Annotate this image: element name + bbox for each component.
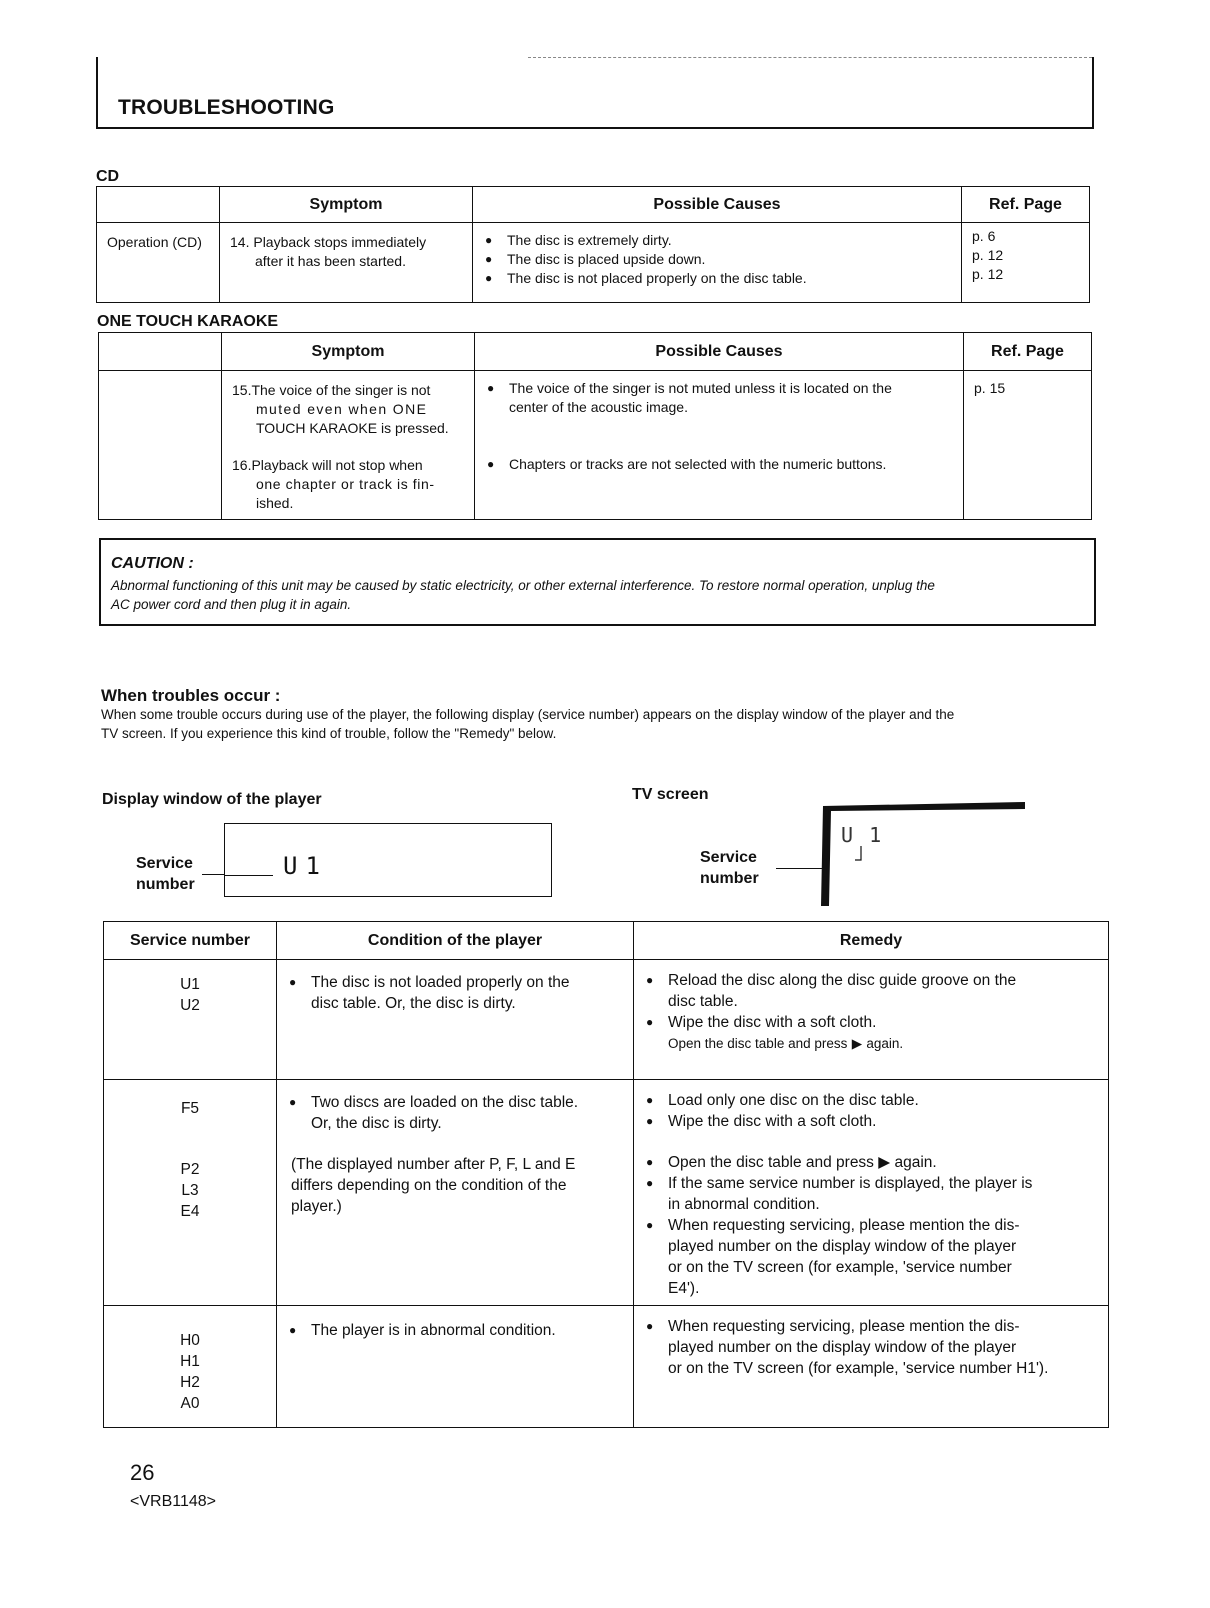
service-number: E4 bbox=[180, 1203, 200, 1220]
cd-cause: ● The disc is extremely dirty. bbox=[483, 231, 953, 250]
remedy-f-4-line1: If the same service number is displayed, the player is bbox=[668, 1175, 1033, 1192]
leader-line bbox=[202, 874, 224, 875]
karaoke-symptom-15-line3: TOUCH KARAOKE is pressed. bbox=[256, 420, 449, 436]
service-header-condition: Condition of the player bbox=[277, 922, 634, 960]
cd-cause: ● The disc is placed upside down. bbox=[483, 250, 953, 269]
service-table bbox=[103, 921, 1109, 1428]
leader-line bbox=[225, 875, 273, 876]
service-header-number: Service number bbox=[104, 922, 277, 960]
service-number: H2 bbox=[180, 1374, 200, 1391]
condition-u-line2: disc table. Or, the disc is dirty. bbox=[311, 995, 516, 1012]
when-troubles-text bbox=[101, 705, 1101, 743]
service-number: F5 bbox=[180, 1100, 200, 1117]
service-label-line1: Service bbox=[136, 855, 193, 872]
remedy-f-4-line2: in abnormal condition. bbox=[668, 1196, 820, 1213]
cd-header-ref: Ref. Page bbox=[962, 187, 1090, 223]
karaoke-cause-16: ● Chapters or tracks are not selected with the numeric buttons. bbox=[485, 455, 955, 474]
remedy-f-5-line1: When requesting servicing, please mention the dis- bbox=[668, 1217, 1020, 1234]
karaoke-symptom-16-line2: one chapter or track is fin- bbox=[256, 476, 435, 492]
karaoke-header-symptom: Symptom bbox=[222, 333, 475, 371]
service-number: L3 bbox=[181, 1182, 199, 1199]
cd-section-label: CD bbox=[96, 168, 120, 185]
service-label-line2: number bbox=[700, 870, 759, 887]
cd-ref: p. 12 bbox=[972, 266, 1004, 282]
condition-u-line1: The disc is not loaded properly on the bbox=[311, 974, 570, 991]
condition-note-line1: (The displayed number after P, F, L and E bbox=[291, 1156, 576, 1173]
remedy-u-2-line2a: Open the disc table and press bbox=[668, 1036, 848, 1051]
remedy-f-2: ● Wipe the disc with a soft cloth. bbox=[644, 1111, 1100, 1132]
cd-ref: p. 12 bbox=[972, 247, 1004, 263]
remedy-h-line2: played number on the display window of the player bbox=[668, 1339, 1017, 1356]
service-label-line2: number bbox=[136, 876, 195, 893]
caution-text-line2: AC power cord and then plug it in again. bbox=[111, 597, 352, 612]
condition-note-line2: differs depending on the condition of the bbox=[291, 1177, 567, 1194]
table-row bbox=[104, 960, 1109, 1080]
when-troubles-line2: TV screen. If you experience this kind of trouble, follow the "Remedy" below. bbox=[101, 726, 557, 741]
remedy-f-5-line2: played number on the display window of the player bbox=[668, 1238, 1017, 1255]
caution-text-line1: Abnormal functioning of this unit may be caused by static electricity, or other external interference. To restore normal operation, unplug the bbox=[111, 578, 935, 593]
play-icon: ▶ bbox=[878, 1154, 891, 1171]
remedy-f-3b: again. bbox=[894, 1154, 937, 1171]
cd-ref: p. 6 bbox=[972, 228, 996, 244]
remedy-f-1: ● Load only one disc on the disc table. bbox=[644, 1090, 1100, 1111]
condition-f-line1: Two discs are loaded on the disc table. bbox=[311, 1094, 579, 1111]
caution-box bbox=[99, 538, 1096, 626]
remedy-u-2-line2b: again. bbox=[866, 1036, 904, 1051]
play-icon: ▶ bbox=[851, 1036, 863, 1051]
condition-note-line3: player.) bbox=[291, 1198, 342, 1215]
service-header-remedy: Remedy bbox=[634, 922, 1109, 960]
karaoke-header-category bbox=[99, 333, 222, 371]
karaoke-section-label: ONE TOUCH KARAOKE bbox=[97, 313, 279, 330]
remedy-f-5-line3: or on the TV screen (for example, 'service number bbox=[668, 1259, 1012, 1276]
service-number: H0 bbox=[180, 1332, 200, 1349]
when-troubles-title: When troubles occur : bbox=[101, 686, 281, 705]
service-number: A0 bbox=[180, 1395, 200, 1412]
karaoke-cause-15-line2: center of the acoustic image. bbox=[509, 399, 688, 415]
table-row bbox=[99, 371, 1092, 520]
service-number: H1 bbox=[180, 1353, 200, 1370]
karaoke-symptom-16-line1: 16.Playback will not stop when bbox=[232, 457, 423, 473]
tv-screen-label: TV screen bbox=[632, 786, 709, 803]
cd-symptom-line1: Playback stops immediately bbox=[253, 234, 427, 250]
tv-screen-corner bbox=[815, 798, 1035, 908]
when-troubles-line1: When some trouble occurs during use of the player, the following display (service number) appears on the display window of the player and the bbox=[101, 707, 955, 722]
tv-service-label bbox=[700, 847, 759, 889]
karaoke-table bbox=[98, 332, 1092, 520]
remedy-h-line3: or on the TV screen (for example, 'service number H1'). bbox=[668, 1360, 1049, 1377]
karaoke-ref: p. 15 bbox=[974, 380, 1006, 396]
cd-category: Operation (CD) bbox=[107, 234, 202, 250]
display-service-label bbox=[136, 853, 195, 895]
service-number: U1 bbox=[180, 976, 200, 993]
service-number: P2 bbox=[180, 1161, 200, 1178]
display-window-label: Display window of the player bbox=[102, 791, 322, 808]
table-row bbox=[104, 1306, 1109, 1428]
karaoke-header-causes: Possible Causes bbox=[475, 333, 964, 371]
page-number: 26 bbox=[130, 1460, 155, 1485]
document-code: <VRB1148> bbox=[130, 1493, 216, 1510]
cd-symptom-line2: after it has been started. bbox=[255, 253, 406, 269]
caution-title: CAUTION : bbox=[111, 555, 194, 572]
cd-header-causes: Possible Causes bbox=[473, 187, 962, 223]
service-number: U2 bbox=[180, 997, 200, 1014]
condition-f-line2: Or, the disc is dirty. bbox=[311, 1115, 442, 1132]
karaoke-header-ref: Ref. Page bbox=[964, 333, 1092, 371]
table-row bbox=[97, 223, 1090, 303]
tv-readout: U 1 bbox=[841, 823, 884, 847]
cd-cause: ● The disc is not placed properly on the disc table. bbox=[483, 269, 953, 288]
karaoke-symptom-16-line3: ished. bbox=[256, 495, 294, 511]
karaoke-cause-15-line1: The voice of the singer is not muted unless it is located on the bbox=[509, 380, 892, 396]
display-window bbox=[224, 823, 552, 897]
cd-header-symptom: Symptom bbox=[220, 187, 473, 223]
remedy-f-3a: Open the disc table and press bbox=[668, 1154, 874, 1171]
remedy-f-5-line4: E4'). bbox=[668, 1280, 700, 1297]
remedy-u-1-line1: Reload the disc along the disc guide groove on the bbox=[668, 972, 1017, 989]
karaoke-symptom-15-line2: muted even when ONE bbox=[256, 401, 428, 417]
service-label-line1: Service bbox=[700, 849, 757, 866]
cd-header-category bbox=[97, 187, 220, 223]
condition-h-line1: ● The player is in abnormal condition. bbox=[287, 1320, 625, 1341]
remedy-h-line1: When requesting servicing, please mention the dis- bbox=[668, 1318, 1020, 1335]
cd-symptom-number: 14. bbox=[230, 234, 250, 250]
karaoke-symptom-15-line1: 15.The voice of the singer is not bbox=[232, 382, 431, 398]
table-row bbox=[104, 1080, 1109, 1306]
page-title: TROUBLESHOOTING bbox=[118, 96, 335, 119]
remedy-u-1-line2: disc table. bbox=[668, 993, 738, 1010]
remedy-u-2-line1: Wipe the disc with a soft cloth. bbox=[668, 1014, 877, 1031]
display-readout: U1 bbox=[283, 852, 328, 880]
cd-table bbox=[96, 186, 1090, 303]
